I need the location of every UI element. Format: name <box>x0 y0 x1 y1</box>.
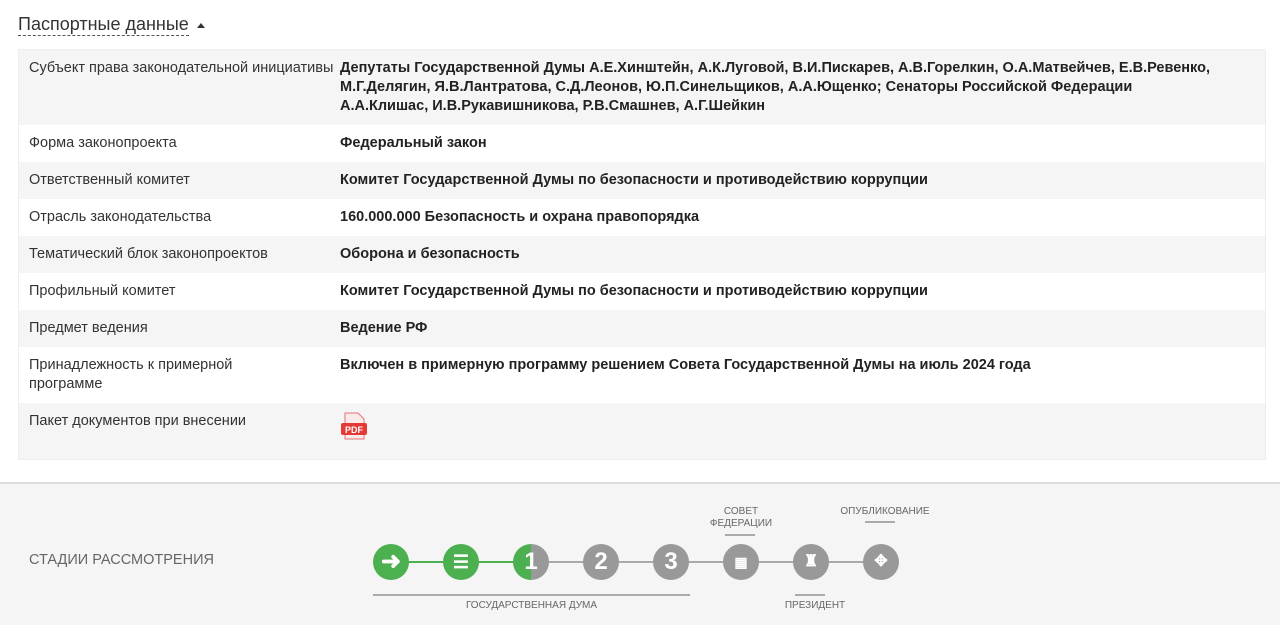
row-value: Комитет Государственной Думы по безопасности и противодействию коррупции <box>340 172 928 188</box>
stage-first-reading[interactable]: 1 <box>513 544 549 580</box>
row-label: Субъект права законодательной инициативы <box>29 60 334 76</box>
row-label: Предмет ведения <box>29 320 148 336</box>
stage-president-kremlin-icon[interactable]: ♜ <box>793 544 829 580</box>
row-value: Оборона и безопасность <box>340 246 520 262</box>
sovfed-label: СОВЕТ ФЕДЕРАЦИИ <box>709 506 773 529</box>
row-label: Профильный комитет <box>29 283 176 299</box>
table-row <box>19 236 1265 273</box>
table-row <box>19 273 1265 310</box>
table-row <box>19 199 1265 236</box>
pdf-download-link[interactable] <box>340 412 368 440</box>
stage-introduced-arrow-icon[interactable]: ➜ <box>373 544 409 580</box>
row-label: Ответственный комитет <box>29 172 190 188</box>
stages-panel <box>0 482 1280 625</box>
stage-preliminary-list-icon[interactable]: ☰ <box>443 544 479 580</box>
row-label: Форма законопроекта <box>29 135 177 151</box>
row-label: Принадлежность к примерной программе <box>29 357 233 392</box>
publish-label: ОПУБЛИКОВАНИЕ <box>840 506 930 517</box>
stage-second-reading[interactable]: 2 <box>583 544 619 580</box>
row-label: Пакет документов при внесении <box>29 413 247 429</box>
table-row <box>19 162 1265 199</box>
row-value: 160.000.000 Безопасность и охрана правопорядка <box>340 209 700 225</box>
row-value: Комитет Государственной Думы по безопасности и противодействию коррупции <box>340 283 928 299</box>
duma-label: ГОСУДАРСТВЕННАЯ ДУМА <box>465 600 598 611</box>
stage-third-reading[interactable]: 3 <box>653 544 689 580</box>
row-label: Тематический блок законопроектов <box>29 246 268 262</box>
section-title: Паспортные данные <box>18 14 189 34</box>
row-value: Федеральный закон <box>340 135 487 151</box>
svg-text:PDF: PDF <box>345 425 363 435</box>
stage-federation-council-building-icon[interactable]: ▦ <box>723 544 759 580</box>
row-label: Отрасль законодательства <box>29 209 212 225</box>
pdf-file-icon <box>340 412 368 440</box>
row-value: Депутаты Государственной Думы А.Е.Хинштейн, А.К.Луговой, В.И.Пискарев, А.В.Горелкин, О.А.Матвейчев, Е.В.Ревенко, М.Г.Делягин, Я.В.Лантратова, С.Д.Леонов, Ю.П.Синельщиков, А.А.Ющенко; Сенаторы Российской Федерации А.А.Клишас, И.В.Рукавишникова, Р.В.Смашнев, А.Г.Шейкин <box>340 60 1210 114</box>
stage-publication-eagle-icon[interactable]: ✥ <box>863 544 899 580</box>
president-label: ПРЕЗИДЕНТ <box>784 600 846 611</box>
table-row <box>19 347 1265 403</box>
stages-title: СТАДИИ РАССМОТРЕНИЯ <box>29 552 214 568</box>
table-row <box>19 125 1265 162</box>
table-row <box>19 403 1265 459</box>
table-row <box>19 310 1265 347</box>
table-row <box>19 50 1265 125</box>
passport-table <box>18 49 1266 460</box>
passport-toggle[interactable] <box>18 14 205 35</box>
row-value: Ведение РФ <box>340 320 428 336</box>
row-value: Включен в примерную программу решением Совета Государственной Думы на июль 2024 года <box>340 357 1031 373</box>
caret-up-icon <box>197 23 205 28</box>
